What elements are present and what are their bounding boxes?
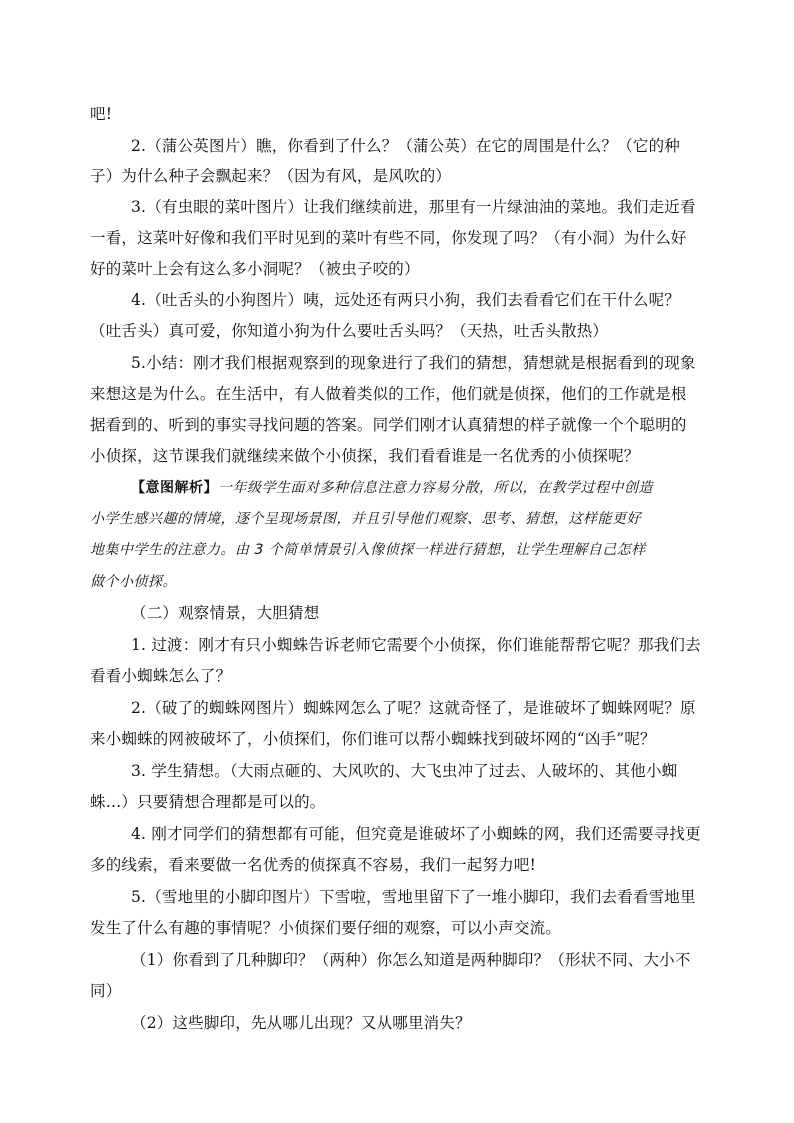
text-line: 小侦探，这节课我们就继续来做个小侦探，我们看看谁是一名优秀的小侦探呢？: [90, 447, 640, 465]
intent-analysis-line: 小学生感兴趣的情境，逐个呈现场景图，并且引导他们观察、思考、猜想，这样能更好: [90, 511, 641, 527]
text-line: 来想这是为什么。在生活中，有人做着类似的工作，他们就是侦探，他们的工作就是根: [90, 385, 687, 403]
intent-analysis-label: 【意图解析】: [131, 480, 218, 496]
text-line: 2.（破了的蜘蛛网图片）蜘蛛网怎么了呢？这就奇怪了，是谁破坏了蜘蛛网呢？原: [131, 699, 696, 717]
text-line: 5.小结：刚才我们根据观察到的现象进行了我们的猜想，猜想就是根据看到的现象: [131, 354, 696, 372]
text-line: （吐舌头）真可爱，你知道小狗为什么要吐舌头吗？（天热，吐舌头散热）: [90, 322, 609, 340]
text-line: 多的线索，看来要做一名优秀的侦探真不容易，我们一起努力吧!: [90, 856, 537, 874]
text-line: 2.（蒲公英图片）瞧，你看到了什么？（蒲公英）在它的周围是什么？（它的种: [131, 137, 680, 155]
text-line: 3.（有虫眼的菜叶图片）让我们继续前进，那里有一片绿油油的菜地。我们走近看: [131, 198, 696, 216]
intent-analysis-text: 一年级学生面对多种信息注意力容易分散，所以，在教学过程中创造: [218, 480, 653, 496]
section-heading: （二）观察情景，大胆猜想: [131, 604, 320, 622]
intent-analysis-line: 做个小侦探。: [90, 574, 177, 590]
text-line: 发生了什么有趣的事情呢？小侦探们要仔细的观察，可以小声交流。: [90, 919, 562, 937]
text-line: 吧!: [90, 105, 113, 123]
text-line: （1）你看到了几种脚印？（两种）你怎么知道是两种脚印？（形状不同、大小不: [131, 951, 691, 969]
text-line: 一看，这菜叶好像和我们平时见到的菜叶有些不同，你发现了吗？（有小洞）为什么好: [90, 229, 687, 247]
text-line: 好的菜叶上会有这么多小洞呢？（被虫子咬的）: [90, 260, 420, 278]
text-line: 1. 过渡：刚才有只小蜘蛛告诉老师它需要个小侦探，你们谁能帮帮它呢？那我们去: [131, 636, 701, 654]
text-line: 同）: [90, 982, 122, 1000]
intent-analysis-line: 地集中学生的注意力。由 3 个简单情景引入像侦探一样进行猜想，让学生理解自己怎样: [90, 542, 646, 558]
text-line: 据看到的、听到的事实寻找问题的答案。同学们刚才认真猜想的样子就像一个个聪明的: [90, 416, 687, 434]
text-line: 来小蜘蛛的网被破坏了，小侦探们，你们谁可以帮小蜘蛛找到破坏网的“凶手”呢？: [90, 730, 656, 748]
text-line: 看看小蜘蛛怎么了？: [90, 667, 232, 685]
intent-analysis-line: [131, 478, 653, 498]
text-line: 3. 学生猜想。（大雨点砸的、大风吹的、大飞虫冲了过去、人破坏的、其他小蜘: [131, 762, 678, 780]
text-line: 蛛…）只要猜想合理都是可以的。: [90, 793, 326, 811]
text-line: （2）这些脚印，先从哪儿出现？又从哪里消失？: [131, 1014, 471, 1032]
text-line: 5.（雪地里的小脚印图片）下雪啦，雪地里留下了一堆小脚印，我们去看看雪地里: [131, 888, 696, 906]
text-line: 子）为什么种子会飘起来？（因为有风，是风吹的）: [90, 167, 452, 185]
text-line: 4.（吐舌头的小狗图片）咦，远处还有两只小狗，我们去看看它们在干什么呢？: [131, 291, 680, 309]
text-line: 4. 刚才同学们的猜想都有可能，但究竟是谁破坏了小蜘蛛的网，我们还需要寻找更: [131, 825, 701, 843]
